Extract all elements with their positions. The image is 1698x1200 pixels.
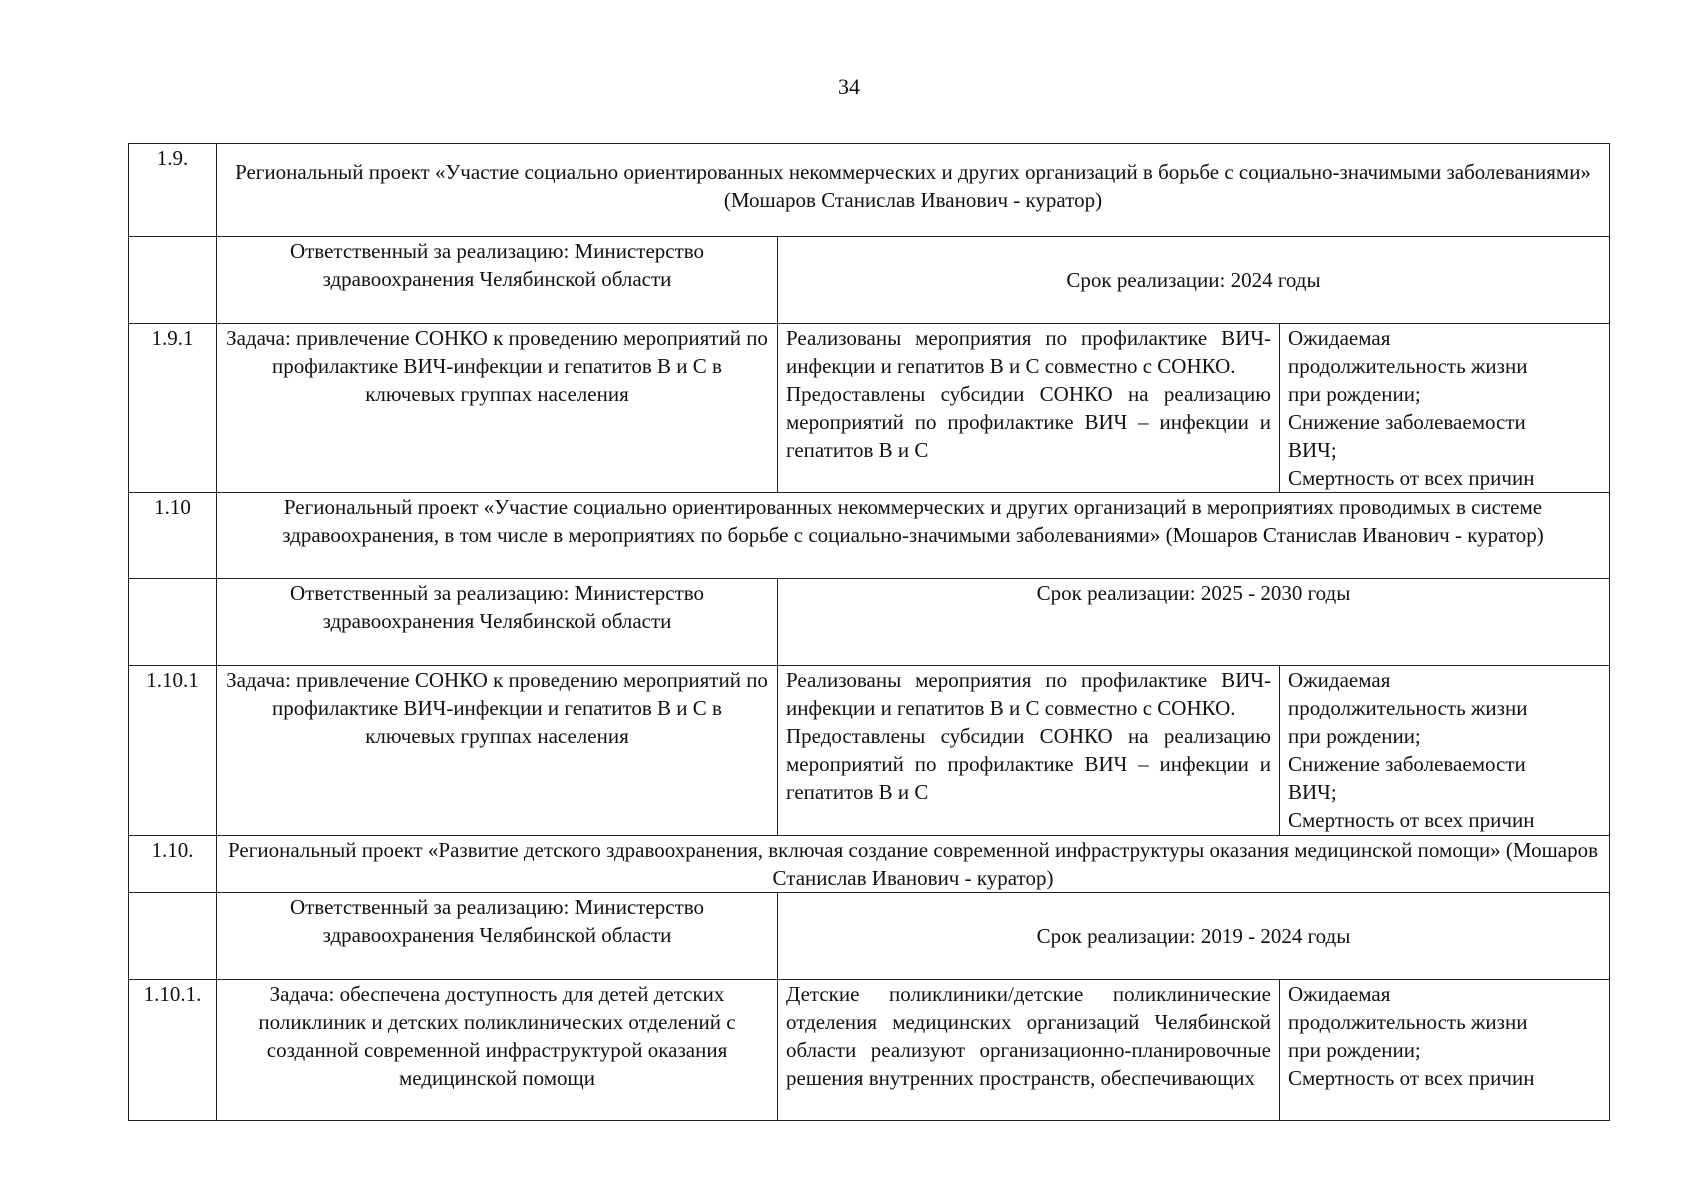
indicator-text: при рождении; — [1288, 1038, 1421, 1062]
task-row — [129, 980, 1610, 1121]
indicator-text: Снижение заболеваемости — [1288, 410, 1526, 434]
task-row — [129, 666, 1610, 836]
project-row — [129, 493, 1610, 579]
indicator-cell — [1280, 324, 1610, 493]
result-cell — [778, 980, 1280, 1121]
project-number: 1.10 — [129, 493, 217, 579]
indicator-text: ВИЧ; — [1288, 780, 1337, 804]
task-row — [129, 324, 1610, 493]
indicator-text: Смертность от всех причин — [1288, 1066, 1535, 1090]
indicator-text: Ожидаемая — [1288, 982, 1391, 1006]
task-cell: Задача: обеспечена доступность для детей детских поликлиник и детских поликлинических отделений с созданной современной инфраструктурой оказания медицинской помощи — [217, 980, 778, 1121]
indicator-text: Ожидаемая — [1288, 326, 1391, 350]
term-cell: Срок реализации: 2024 годы — [778, 237, 1610, 324]
result-text: Детские поликлиники/детские поликлинические отделения медицинских организаций Челябинской области реализуют организационно-планировочные решения внутренних пространств, обеспечивающих — [786, 982, 1271, 1090]
project-row — [129, 836, 1610, 893]
project-title: Региональный проект «Участие социально ориентированных некоммерческих и других организаций в борьбе с социально-значимыми заболеваниями» (Мошаров Станислав Иванович - куратор) — [217, 144, 1610, 237]
responsible-cell: Ответственный за реализацию: Министерство здравоохранения Челябинской области — [217, 893, 778, 980]
term-cell: Срок реализации: 2019 - 2024 годы — [778, 893, 1610, 980]
result-cell — [778, 324, 1280, 493]
project-title: Региональный проект «Участие социально ориентированных некоммерческих и других организаций в мероприятиях проводимых в системе здравоохранения, в том числе в мероприятиях по борьбе с социально-значимыми заболеваниями» (Мошаров Станислав Иванович - куратор) — [217, 493, 1610, 579]
responsible-cell: Ответственный за реализацию: Министерство здравоохранения Челябинской области — [217, 237, 778, 324]
result-text: Реализованы мероприятия по профилактике ВИЧ-инфекции и гепатитов В и С совместно с СОНКО. — [786, 326, 1271, 378]
indicator-text: при рождении; — [1288, 724, 1421, 748]
task-number: 1.10.1. — [129, 980, 217, 1121]
responsible-row — [129, 579, 1610, 666]
indicator-text: продолжительность жизни — [1288, 696, 1528, 720]
indicator-text: Ожидаемая — [1288, 668, 1391, 692]
project-title: Региональный проект «Развитие детского здравоохранения, включая создание современной инфраструктуры оказания медицинской помощи» (Мошаров Станислав Иванович - куратор) — [217, 836, 1610, 893]
indicator-text: продолжительность жизни — [1288, 1010, 1528, 1034]
empty-cell — [129, 237, 217, 324]
indicator-text: при рождении; — [1288, 382, 1421, 406]
page-number: 34 — [838, 74, 860, 99]
project-number: 1.10. — [129, 836, 217, 893]
empty-cell — [129, 893, 217, 980]
responsible-row — [129, 237, 1610, 324]
result-text: Предоставлены субсидии СОНКО на реализацию мероприятий по профилактике ВИЧ – инфекции и гепатитов В и С — [786, 724, 1271, 804]
indicator-text: продолжительность жизни — [1288, 354, 1528, 378]
project-row — [129, 144, 1610, 237]
responsible-cell: Ответственный за реализацию: Министерство здравоохранения Челябинской области — [217, 579, 778, 666]
indicator-text: Смертность от всех причин — [1288, 808, 1535, 832]
project-number: 1.9. — [129, 144, 217, 237]
task-cell: Задача: привлечение СОНКО к проведению мероприятий по профилактике ВИЧ-инфекции и гепатитов В и С в ключевых группах населения — [217, 666, 778, 836]
program-table — [128, 143, 1610, 1121]
indicator-cell — [1280, 666, 1610, 836]
responsible-row — [129, 893, 1610, 980]
task-number: 1.9.1 — [129, 324, 217, 493]
indicator-text: Смертность от всех причин — [1288, 466, 1535, 490]
task-cell: Задача: привлечение СОНКО к проведению мероприятий по профилактике ВИЧ-инфекции и гепатитов В и С в ключевых группах населения — [217, 324, 778, 493]
result-cell — [778, 666, 1280, 836]
empty-cell — [129, 579, 217, 666]
result-text: Реализованы мероприятия по профилактике ВИЧ-инфекции и гепатитов В и С совместно с СОНКО. — [786, 668, 1271, 720]
task-number: 1.10.1 — [129, 666, 217, 836]
term-cell: Срок реализации: 2025 - 2030 годы — [778, 579, 1610, 666]
result-text: Предоставлены субсидии СОНКО на реализацию мероприятий по профилактике ВИЧ – инфекции и гепатитов В и С — [786, 382, 1271, 462]
indicator-cell — [1280, 980, 1610, 1121]
indicator-text: Снижение заболеваемости — [1288, 752, 1526, 776]
indicator-text: ВИЧ; — [1288, 438, 1337, 462]
